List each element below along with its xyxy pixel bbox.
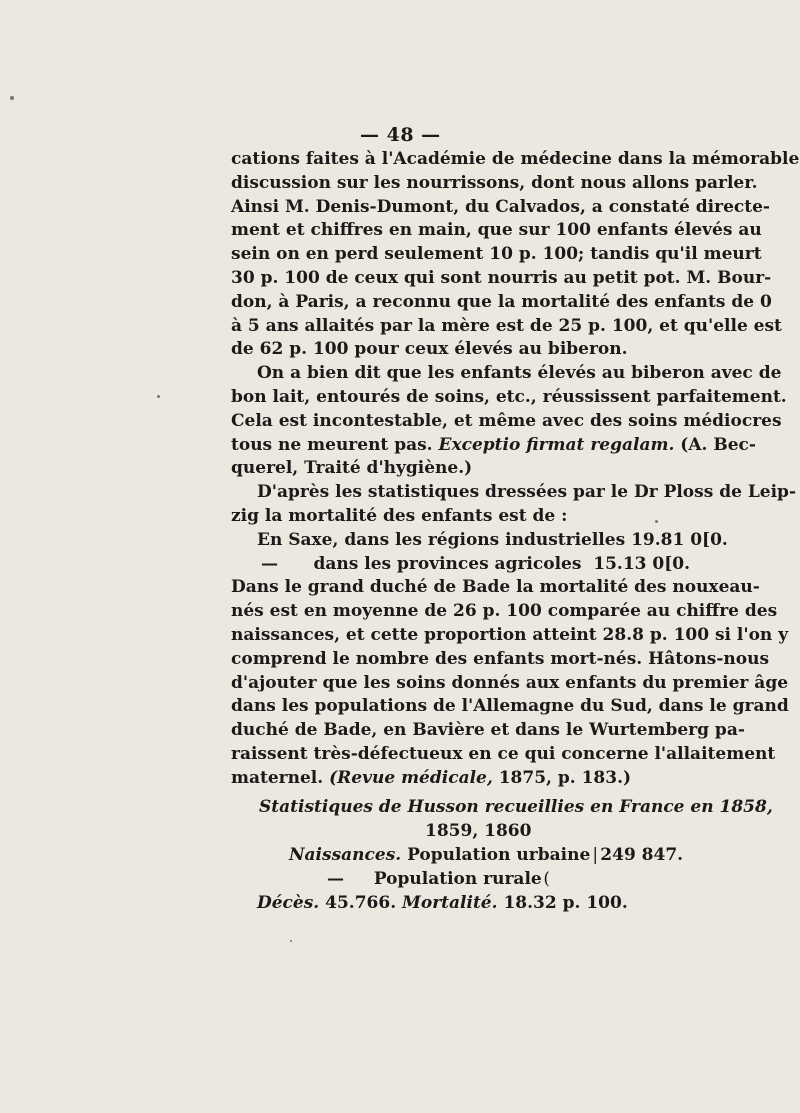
text-line: Ainsi M. Denis-Dumont, du Calvados, a constaté directe- [231,196,770,217]
births-urban-row [231,843,711,867]
saxe-industrial-line: En Saxe, dans les régions industrielles 19.81 0[0. [257,529,728,550]
text-line-with-citation [231,767,711,791]
text-line: 30 p. 100 de ceux qui sont nourris au petit pot. M. Bour- [231,267,772,288]
text-line: don, à Paris, a reconnu que la mortalité des enfants de 0 [231,291,772,312]
births-label: Naissances. [289,845,402,865]
citation-start: (A. Bec- [680,434,756,455]
text-fragment: tous ne meurent pas. [231,434,433,455]
text-line: comprend le nombre des enfants mort-nés. Hâtons-nous [231,648,770,669]
text-line: d'ajouter que les soins donnés aux enfants du premier âge [231,672,789,693]
births-rural-label: Population rurale [373,869,542,889]
husson-statistics [231,795,773,915]
text-line: raissent très-défectueux en ce qui concerne l'allaitement [231,743,776,764]
text-line: à 5 ans allaités par la mère est de 25 p. 100, et qu'elle est [231,315,782,336]
citation-end: 1875, p. 183.) [498,767,632,788]
deaths-row [231,891,711,915]
text-line: querel, Traité d'hygiène.) [231,458,473,479]
text-line: nés est en moyenne de 26 p. 100 comparée au chiffre des [231,601,778,622]
text-line: zig la mortalité des enfants est de : [231,505,568,526]
text-line-with-quote [231,434,756,458]
text-line: D'après les statistiques dressées par le Dr Ploss de Leip- [257,482,796,503]
mortality-label: Mortalité. [402,893,498,913]
text-line: bon lait, entourés de soins, etc., réussissent parfaitement. [231,386,787,407]
brace-icon: | [592,845,599,865]
saxe-agricultural-line: — dans les provinces agricoles 15.13 0[0. [261,553,691,574]
paper-speck [655,520,658,523]
text-line: duché de Bade, en Bavière et dans le Wurtemberg pa- [231,720,745,741]
text-line: naissances, et cette proportion atteint 28.8 p. 100 si l'on y [231,624,789,645]
text-fragment: maternel. [231,767,324,788]
paper-speck [10,96,14,100]
deaths-label: Décès. [257,893,320,913]
text-line: Dans le grand duché de Bade la mortalité des nouxeau- [231,577,760,598]
text-line: cations faites à l'Académie de médecine dans la mémorable [231,149,800,169]
text-line: dans les populations de l'Allemagne du Sud, dans le grand [231,696,789,717]
page-number: — 48 — [360,124,441,146]
paper-speck [157,395,160,398]
paper-speck [290,940,292,942]
text-line: On a bien dit que les enfants élevés au biberon avec de [257,363,782,384]
brace-icon: ( [543,869,551,889]
births-urban-label: Population urbaine [407,845,591,865]
text-line: de 62 p. 100 pour ceux élevés au biberon. [231,339,628,360]
births-total: 249 847. [600,845,684,865]
statistics-title: Statistiques de Husson recueillies en France en 1858, [259,797,773,817]
ditto-dash: — [327,869,344,889]
text-line: Cela est incontestable, et même avec des soins médiocres [231,410,782,431]
text-line: ment et chiffres en main, que sur 100 enfants élevés au [231,220,762,241]
text-line: discussion sur les nourrissons, dont nous allons parler. [231,172,758,193]
text-line: sein on en perd seulement 10 p. 100; tandis qu'il meurt [231,244,762,265]
statistics-years: 1859, 1860 [425,821,532,841]
latin-quote: Exceptio firmat regalam. [438,434,675,455]
deaths-value: 45.766. [325,893,397,913]
mortality-value: 18.32 p. 100. [503,893,628,913]
journal-title: (Revue médicale, [329,767,493,788]
body-text [231,148,800,791]
births-rural-row [231,867,711,891]
